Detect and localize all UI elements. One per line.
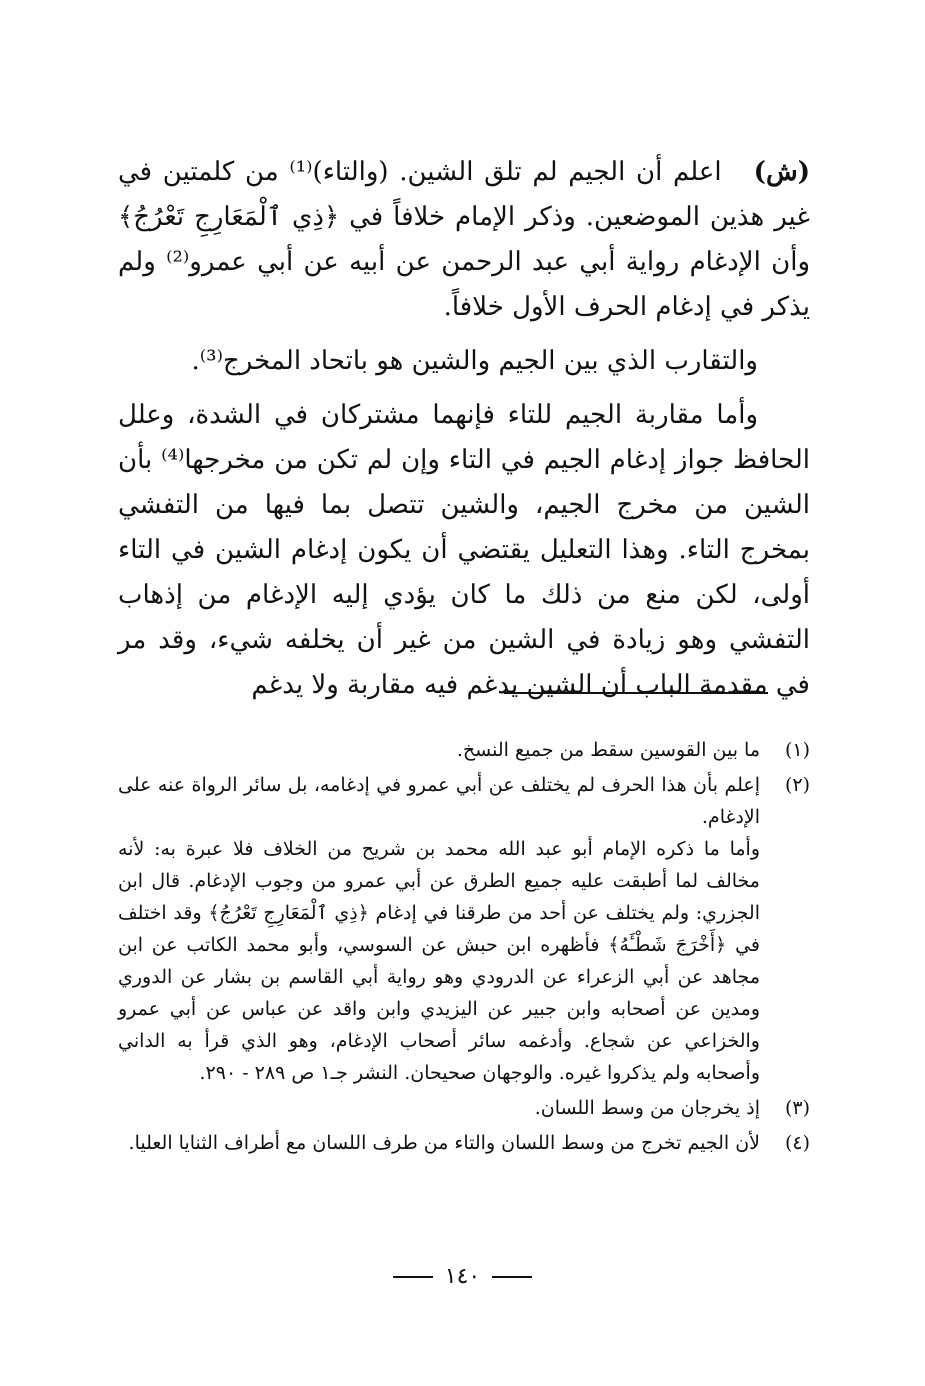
footnote-number: (١) bbox=[784, 739, 810, 761]
footnote-body bbox=[118, 1092, 760, 1124]
footnote-3 bbox=[118, 1092, 810, 1124]
footnote-4 bbox=[118, 1127, 810, 1159]
footnotes bbox=[118, 734, 810, 1162]
paragraph-2: والتقارب الذي بين الجيم والشين هو باتحاد المخرج⁽³⁾. bbox=[191, 346, 758, 376]
footnote-text: إذ يخرجان من وسط اللسان. bbox=[534, 1097, 760, 1119]
page-number-value: ١٤٠ bbox=[444, 1264, 481, 1289]
paragraph-1-text: اعلم أن الجيم لم تلق الشين. (والتاء)⁽¹⁾ من كلمتين في غير هذين الموضعين. وذكر الإمام خلافاً في ﴿ذِي ٱلْمَعَارِجِ تَعْرُجُ﴾ وأن الإدغام رواية أبي عبد الرحمن عن أبيه عن أبي عمرو⁽²⁾ ولم يذكر في إدغام الحرف الأول خلافاً. bbox=[118, 157, 810, 322]
footnote-body bbox=[118, 769, 760, 1089]
footnote-text: إعلم بأن هذا الحرف لم يختلف عن أبي عمرو في إدغامه، بل سائر الرواة عنه على الإدغام. bbox=[118, 774, 760, 828]
footnote-text: ما بين القوسين سقط من جميع النسخ. bbox=[456, 739, 760, 761]
page-number bbox=[0, 1262, 925, 1292]
sharh-sigla: (ش) bbox=[753, 157, 811, 187]
footnote-1 bbox=[118, 734, 810, 766]
paragraph-3: وأما مقاربة الجيم للتاء فإنهما مشتركان في الشدة، وعلل الحافظ جواز إدغام الجيم في التاء وإن لم تكن من مخرجها⁽⁴⁾ بأن الشين من مخرج الجيم، والشين تتصل بما فيها من التفشي بمخرج التاء. وهذا التعليل يقتضي أن يكون إدغام الشين في التاء أولى، لكن منع من ذلك ما كان يؤدي إليه الإدغام من إذهاب التفشي وهو زيادة في الشين من غير أن يخلفه شيء، وقد مر في مقدمة الباب أن الشين يدغم فيه مقاربة ولا يدغم bbox=[118, 400, 811, 700]
footnote-number: (٤) bbox=[784, 1132, 810, 1154]
footnote-text: وأما ما ذكره الإمام أبو عبد الله محمد بن شريح من الخلاف فلا عبرة به: لأنه مخالف لما أطبقت عليه جميع الطرق عن أبي عمرو من وجوب الإدغام. قال ابن الجزري: ولم يختلف عن أحد من طرقنا في إدغام ﴿ذِي ٱلْمَعَارِجِ تَعْرُجُ﴾ وقد اختلف في ﴿أَخْرَجَ شَطْـَٔهُ﴾ فأظهره ابن حبش عن السوسي، وأبو محمد الكاتب عن ابن مجاهد عن أبي الزعراء عن الدرودي وهو رواية أبي القاسم بن بشار عن الدوري ومدين عن أصحابه وابن جبير عن اليزيدي وابن واقد عن عباس عن أبي عمرو والخزاعي عن شجاع. وأدغمه سائر أصحاب الإدغام، وهو الذي قرأ به الداني وأصحابه ولم يذكروا غيره. والوجهان صحيحان. النشر جـ١ ص ٢٨٩ - ٢٩٠. bbox=[118, 838, 760, 1084]
footnote-divider bbox=[504, 692, 768, 694]
main-text bbox=[118, 150, 810, 708]
footnote-number: (٢) bbox=[784, 774, 810, 796]
page-number-dash-right bbox=[492, 1276, 532, 1278]
footnote-number: (٣) bbox=[784, 1097, 810, 1119]
footnote-body bbox=[118, 1127, 760, 1159]
paragraph-1 bbox=[118, 150, 810, 330]
page-number-dash-left bbox=[393, 1276, 433, 1278]
footnote-body bbox=[118, 734, 760, 766]
footnote-2 bbox=[118, 769, 810, 1089]
footnote-text: لأن الجيم تخرج من وسط اللسان والتاء من طرف اللسان مع أطراف الثنايا العليا. bbox=[128, 1132, 760, 1154]
